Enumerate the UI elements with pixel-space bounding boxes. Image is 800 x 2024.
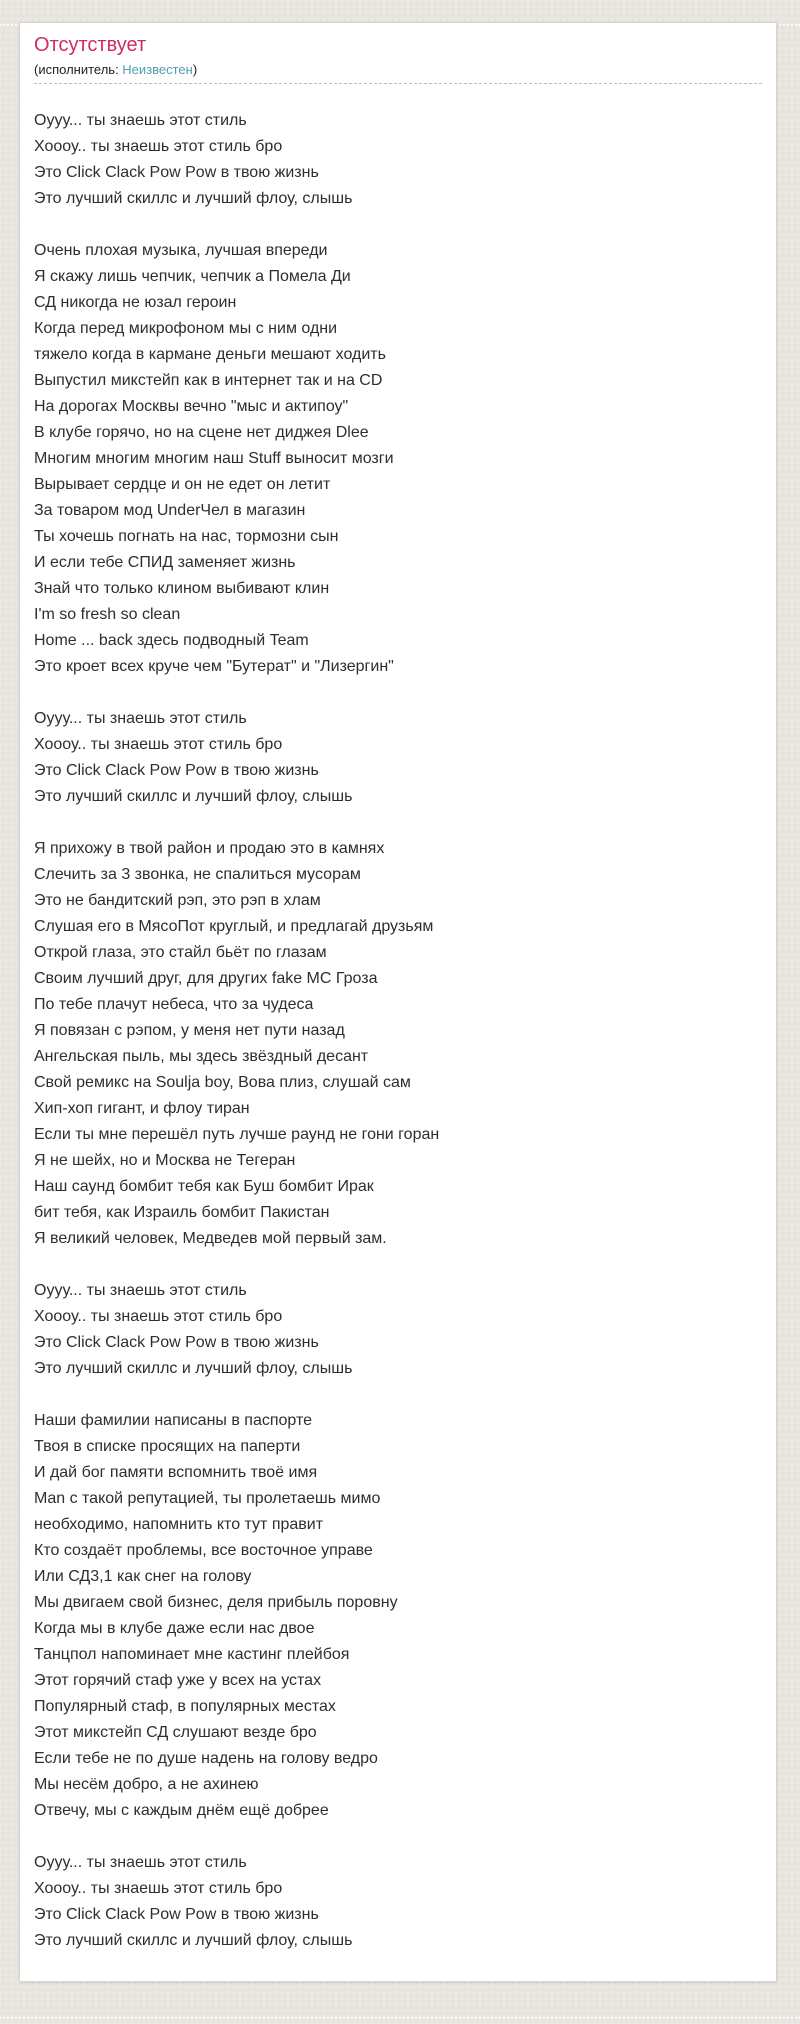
lyric-line: Хоооу.. ты знаешь этот стиль бро [34,1880,283,1897]
lyric-line: Мы двигаем свой бизнес, деля прибыль поровну [34,1594,398,1611]
lyric-line: тяжело когда в кармане деньги мешают ходить [34,346,386,363]
lyric-line: Этот микстейп СД слушают везде бро [34,1724,317,1741]
lyric-line: Я великий человек, Медведев мой первый зам. [34,1230,387,1247]
lyric-line: Это кроет всех круче чем "Бутерат" и "Лизергин" [34,658,394,675]
page-background [0,22,800,2024]
lyric-line: Отвечу, мы с каждым днём ещё добрее [34,1802,329,1819]
lyric-line: По тебе плачут небеса, что за чудеса [34,996,314,1013]
lyric-line: Это лучший скиллс и лучший флоу, слышь [34,190,353,207]
lyric-line: Многим многим многим наш Stuff выносит мозги [34,450,394,467]
lyric-line: Хоооу.. ты знаешь этот стиль бро [34,138,283,155]
lyric-line: Это Click Clack Pow Pow в твою жизнь [34,164,319,181]
lyric-line: Это Click Clack Pow Pow в твою жизнь [34,1334,319,1351]
lyric-line: Знай что только клином выбивают клин [34,580,330,597]
lyric-line: Оууу... ты знаешь этот стиль [34,1854,247,1871]
lyric-line: Кто создаёт проблемы, все восточное управе [34,1542,373,1559]
lyric-line: Своим лучший друг, для других fake MC Гроза [34,970,378,987]
stanza [34,1850,762,1954]
song-subtitle [34,61,762,84]
artist-label-suffix: ) [192,62,198,77]
lyric-line: Оууу... ты знаешь этот стиль [34,1282,247,1299]
lyric-line: Если ты мне перешёл путь лучше раунд не гони горан [34,1126,440,1143]
lyric-line: Оууу... ты знаешь этот стиль [34,112,247,129]
lyric-line: Хоооу.. ты знаешь этот стиль бро [34,1308,283,1325]
stanza [34,836,762,1252]
lyric-line: Этот горячий стаф уже у всех на устах [34,1672,322,1689]
stanza [34,108,762,212]
lyric-line: Танцпол напоминает мне кастинг плейбоя [34,1646,350,1663]
lyric-line: Популярный стаф, в популярных местах [34,1698,336,1715]
lyric-line: Наши фамилии написаны в паспорте [34,1412,313,1429]
artist-link[interactable]: Неизвестен [122,62,193,77]
lyric-line: Это лучший скиллс и лучший флоу, слышь [34,1932,353,1949]
lyric-line: Home ... back здесь подводный Team [34,632,309,649]
lyric-line: Это лучший скиллс и лучший флоу, слышь [34,788,353,805]
artist-label-prefix: (исполнитель: [34,62,123,77]
lyric-line: И дай бог памяти вспомнить твоё имя [34,1464,318,1481]
lyric-line: Это лучший скиллс и лучший флоу, слышь [34,1360,353,1377]
lyric-line: Хоооу.. ты знаешь этот стиль бро [34,736,283,753]
lyric-line: Я не шейх, но и Москва не Тегеран [34,1152,296,1169]
stanza [34,238,762,680]
lyric-line: Я прихожу в твой район и продаю это в камнях [34,840,385,857]
lyric-line: Вырывает сердце и он не едет он летит [34,476,331,493]
lyric-line: Man с такой репутацией, ты пролетаешь мимо [34,1490,381,1507]
lyric-line: Я повязан с рэпом, у меня нет пути назад [34,1022,345,1039]
lyric-line: Когда перед микрофоном мы с ним одни [34,320,338,337]
lyric-line: На дорогах Москвы вечно "мыс и актипоу" [34,398,349,415]
lyric-line: Очень плохая музыка, лучшая впереди [34,242,328,259]
lyric-line: Ты хочешь погнать на нас, тормозни сын [34,528,339,545]
song-title: Отсутствует [34,34,147,56]
lyric-line: За товаром мод UnderЧел в магазин [34,502,306,519]
lyric-line: СД никогда не юзал героин [34,294,237,311]
lyric-line: Оууу... ты знаешь этот стиль [34,710,247,727]
lyric-line: Ангельская пыль, мы здесь звёздный десант [34,1048,369,1065]
lyric-line: Или СД3,1 как снег на голову [34,1568,252,1585]
lyric-line: Если тебе не по душе надень на голову ведро [34,1750,378,1767]
lyric-line: Это Click Clack Pow Pow в твою жизнь [34,762,319,779]
lyric-line: Твоя в списке просящих на паперти [34,1438,301,1455]
lyric-line: Свой ремикс на Soulja boy, Вова плиз, слушай сам [34,1074,411,1091]
lyric-line: Когда мы в клубе даже если нас двое [34,1620,315,1637]
lyric-line: Слушая его в МясоПот круглый, и предлагай друзьям [34,918,434,935]
bottom-dotted-divider [0,2017,800,2019]
stanza [34,1408,762,1824]
stanza [34,1278,762,1382]
stanza [34,706,762,810]
lyric-line: Это Click Clack Pow Pow в твою жизнь [34,1906,319,1923]
lyric-line: Хип-хоп гигант, и флоу тиран [34,1100,250,1117]
lyric-line: необходимо, напомнить кто тут правит [34,1516,324,1533]
lyric-line: Мы несём добро, а не ахинею [34,1776,259,1793]
lyric-line: Наш саунд бомбит тебя как Буш бомбит Ирак [34,1178,374,1195]
lyrics-text [34,108,762,1954]
lyric-line: Слечить за 3 звонка, не спалиться мусорам [34,866,361,883]
lyric-line: В клубе горячо, но на сцене нет диджея Dlee [34,424,369,441]
lyric-line: бит тебя, как Израиль бомбит Пакистан [34,1204,330,1221]
lyric-line: И если тебе СПИД заменяет жизнь [34,554,296,571]
lyric-line: Это не бандитский рэп, это рэп в хлам [34,892,321,909]
lyric-line: Я скажу лишь чепчик, чепчик а Помела Ди [34,268,351,285]
lyric-line: Открой глаза, это стайл бьёт по глазам [34,944,327,961]
lyric-line: I'm so fresh so clean [34,606,181,623]
lyric-line: Выпустил микстейп как в интернет так и на CD [34,372,383,389]
lyrics-card [19,22,777,1982]
